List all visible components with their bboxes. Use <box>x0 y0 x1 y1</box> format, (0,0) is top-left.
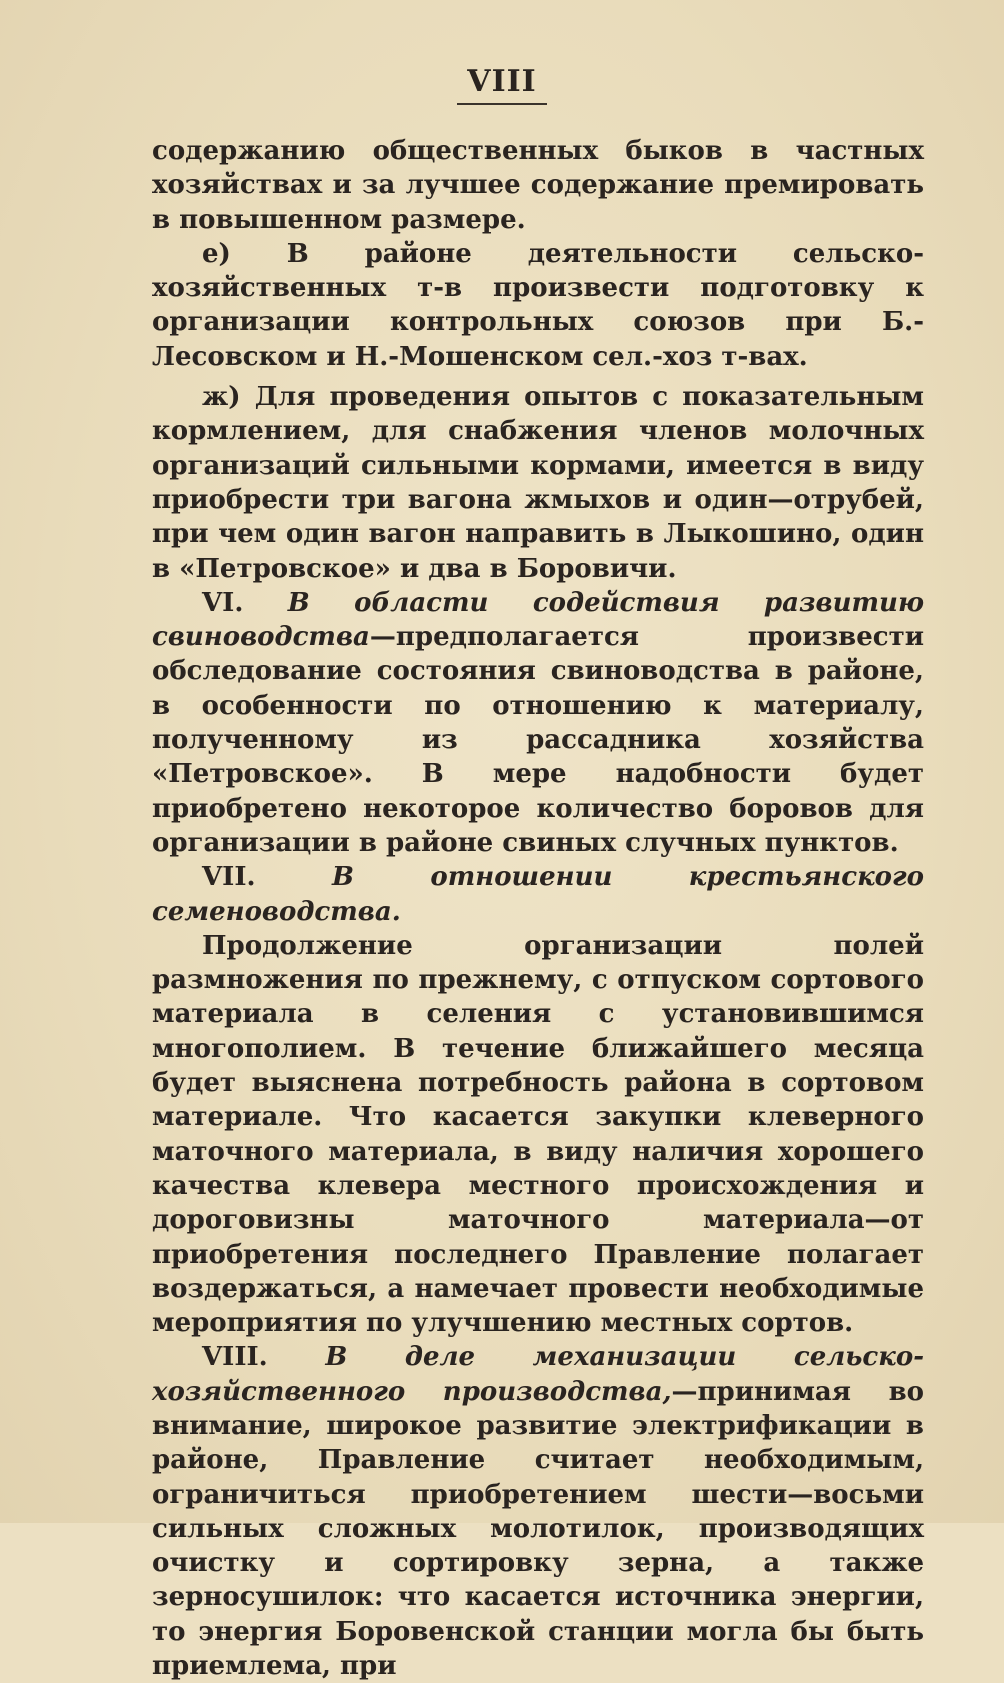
paragraph-text: Продолжение организации полей размножения по прежнему, с отпуском сортового материала в селения с установившимся многополием. В течение ближайшего месяца будет выяснена потребность района в сортовом материале. Что касается закупки клеверного маточного материала, в виду наличия хорошего качества клевера местного происхождения и дороговизны маточного материала—от приобретения последнего Правление полагает воздержаться, а намечает провести необходимые мероприятия по улучшению местных сортов. <box>152 930 924 1339</box>
page-header <box>0 64 1004 105</box>
paragraph-text: е) В районе деятельности сельско-хозяйственных т-в произвести подготовку к организации контрольных союзов при Б.-Лесовском и Н.-Мошенском сел.-хоз т-вах. <box>152 238 924 372</box>
paragraph-text: ж) Для проведения опытов с показательным кормлением, для снабжения членов молочных организаций сильными кормами, имеется в виду приобрести три вагона жмыхов и один—отрубей, при чем один вагон направить в Лыкошино, один в «Петровское» и два в Боровичи. <box>152 382 924 584</box>
section-heading: В деле механизации сельско-хозяйственного производства, <box>152 1342 924 1407</box>
section-numeral: VII. <box>202 862 256 893</box>
section-viii <box>152 1340 924 1683</box>
page-number: VIII <box>457 64 546 105</box>
section-numeral: VIII. <box>202 1342 268 1373</box>
section-heading: В отношении крестьянского семеноводства. <box>152 862 924 927</box>
paragraph-text: содержанию общественных быков в частных хозяйствах и за лучшее содержание премировать в повышенном размере. <box>152 136 924 235</box>
section-heading: В области содействия развитию свиноводства <box>152 587 924 653</box>
body-text <box>152 134 924 1683</box>
paragraph-text: —принимая во внимание, широкое развитие электрификации в районе, Правление считает необходимым, ограничиться приобретением шести—восьми сильных сложных молотилок, производящих очистку и сортировку зерна, а также зерносушилок: что касается источника энергии, то энергия Боровенской станции могла бы быть приемлема, при <box>152 1376 924 1682</box>
paragraph-item-e <box>152 237 924 374</box>
section-vi <box>152 586 924 860</box>
section-vii <box>152 860 924 929</box>
paragraph-continuation <box>152 134 924 237</box>
section-vii-body <box>152 929 924 1341</box>
section-numeral: VI. <box>202 587 244 618</box>
paragraph-item-zh <box>152 380 924 586</box>
paragraph-text: —предполагается произвести обследование состояния свиноводства в районе, в особенности по отношению к материалу, полученному из рассадника хозяйства «Петровское». В мере надобности будет приобретено некоторое количество боровов для организации в районе свиных случных пунктов. <box>152 622 924 858</box>
